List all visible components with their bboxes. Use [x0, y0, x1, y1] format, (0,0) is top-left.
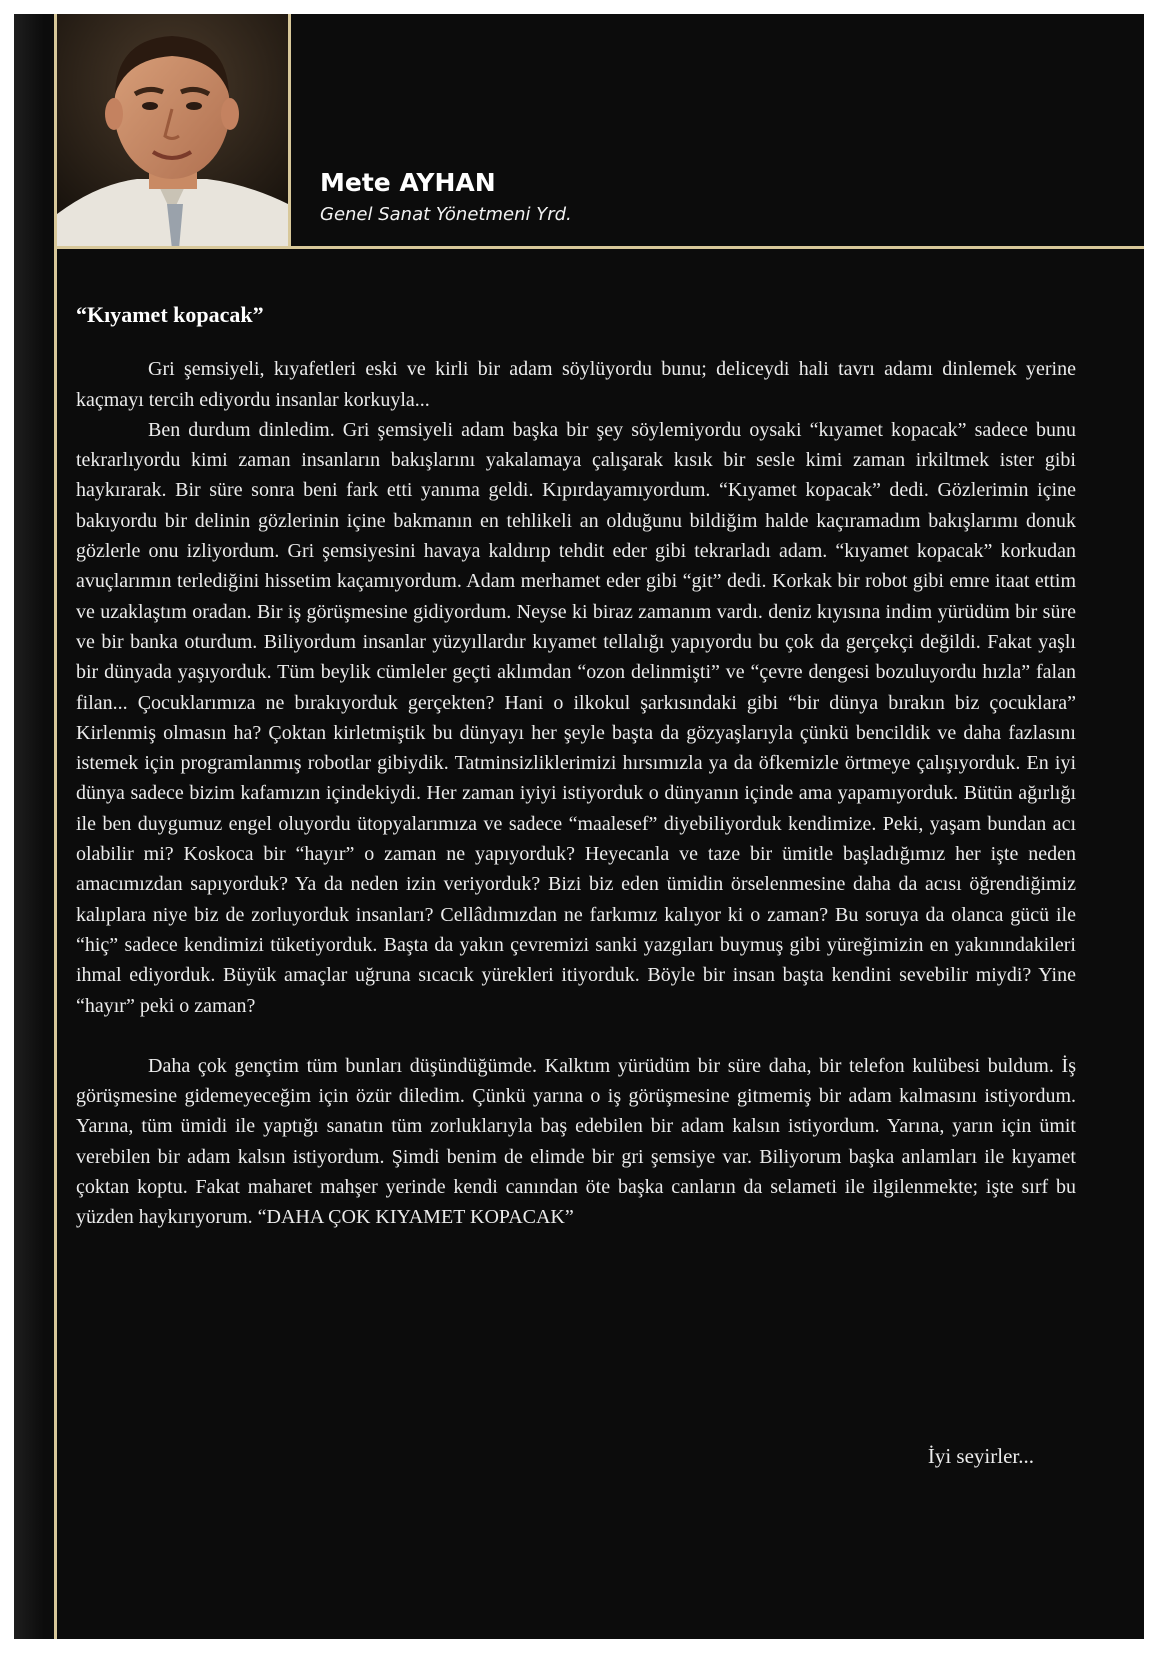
magazine-page — [14, 14, 1144, 1639]
author-name: Mete AYHAN — [320, 168, 496, 197]
article-paragraph: Daha çok gençtim tüm bunları düşündüğümde. Kalktım yürüdüm bir süre daha, bir telefon kulübesi buldum. İş görüşmesine gidemeyeceğim için özür diledim. Çünkü yarına o iş görüşmesine gitmemiş bir adam kalmasını istiyordum. Yarına, tüm ümidi ile yaptığı sanatın tüm zorluklarıyla baş edebilen bir adam kalsın istiyordum. Yarına, yarın için ümit verebilen bir adam kalsın istiyordum. Şimdi benim de elimde bir gri şemsiye var. Biliyorum başka anlamları ile kıyamet çoktan koptu. Fakat maharet mahşer yerinde kendi canından öte başka canların da selameti ile ilgilenmekte; işte sırf bu yüzden haykırıyorum. “DAHA ÇOK KIYAMET KOPACAK” — [76, 1054, 1076, 1229]
portrait-illustration — [57, 14, 288, 249]
author-portrait — [54, 14, 291, 249]
author-title: Genel Sanat Yönetmeni Yrd. — [320, 204, 572, 225]
page-edge-shadow — [14, 14, 44, 1639]
article-title: “Kıyamet kopacak” — [76, 302, 264, 327]
closing-line: İyi seyirler... — [927, 1444, 1034, 1468]
article-body — [76, 300, 1076, 1233]
side-rule — [54, 246, 57, 1639]
header-rule — [54, 246, 1144, 249]
article-paragraph: Ben durdum dinledim. Gri şemsiyeli adam başka bir şey söylemiyordu oysaki “kıyamet kopacak” sadece bunu tekrarlıyordu kimi zaman insanların bakışlarını yakalamaya çalışarak kısık bir sesle kimi zaman irkiltmek ister gibi haykırarak. Bir süre sonra beni fark etti yanıma geldi. Kıpırdayamıyordum. “Kıyamet kopacak” dedi. Gözlerimin içine bakıyordu bir delinin gözlerinin içine bakmanın en tehlikeli an olduğunu bildiğim halde kaçıramadım bakışlarımı donuk gözlerle onu izliyordum. Gri şemsiyesini havaya kaldırıp tehdit eder gibi tekrarladı adam. “kıyamet kopacak” korkudan avuçlarımın terlediğini hissetim kaçamıyordum. Adam merhamet eder gibi “git” dedi. Korkak bir robot gibi emre itaat ettim ve uzaklaştım oradan. Bir iş görüşmesine gidiyordum. Neyse ki biraz zamanım vardı. deniz kıyısına indim yürüdüm bir süre ve bir banka oturdum. Biliyordum insanlar yüzyıllardır kıyamet tellalığı yapıyordu bu çok da gerçekçi değildi. Fakat yaşlı bir dünyada yaşıyorduk. Tüm beylik cümleler geçti aklımdan “ozon delinmişti” ve “çevre dengesi bozuluyordu hızla” falan filan... Çocuklarımıza ne bırakıyorduk gerçekten? Hani o ilkokul şarkısındaki gibi “bir dünya bırakın biz çocuklara” Kirlenmiş olmasın ha? Çoktan kirletmiştik bu dünyayı her şeyle başta da gözyaşlarıyla çünkü bencildik ve daha fazlasını istemek için programlanmış robotlar gibiydik. Tatminsizliklerimizi hırsımızla ya da öfkemizle örtmeye çalışıyorduk. En iyi dünya sadece bizim kafamızın içindekiydi. Her zaman iyiyi istiyorduk o dünyanın içinde ama yapamıyorduk. Bütün ağırlığı ile ben duygumuz engel oluyordu ütopyalarımıza ve sadece “maalesef” diyebiliyorduk kendimize. Peki, yaşam bundan acı olabilir mi? Koskoca bir “hayır” o zaman ne yapıyorduk? Heyecanla ve taze bir ümitle başladığımız her işte neden amacımızdan sapıyorduk? Ya da neden izin veriyorduk? Bizi biz eden ümidin örselenmesine daha da acısı öğrendiğimiz kalıplara niye biz de zorluyorduk insanları? Cellâdımızdan ne farkımız kalıyor ki o zaman? Bu soruya da olanca gücü ile “hiç” sadece kendimizi tüketiyorduk. Başta da yakın çevremizi sanki yazgıları buymuş gibi yüreğimizin en yakınındakileri ihmal ediyorduk. Büyük amaçlar uğruna sıcacık yürekleri itiyorduk. Böyle bir insan başta kendini sevebilir miydi? Yine “hayır” peki o zaman? — [76, 418, 1076, 1017]
article-paragraph: Gri şemsiyeli, kıyafetleri eski ve kirli bir adam söylüyordu bunu; deliceydi hali tavrı adamı dinlemek yerine kaçmayı tercih ediyordu insanlar korkuyla... — [76, 358, 1076, 411]
